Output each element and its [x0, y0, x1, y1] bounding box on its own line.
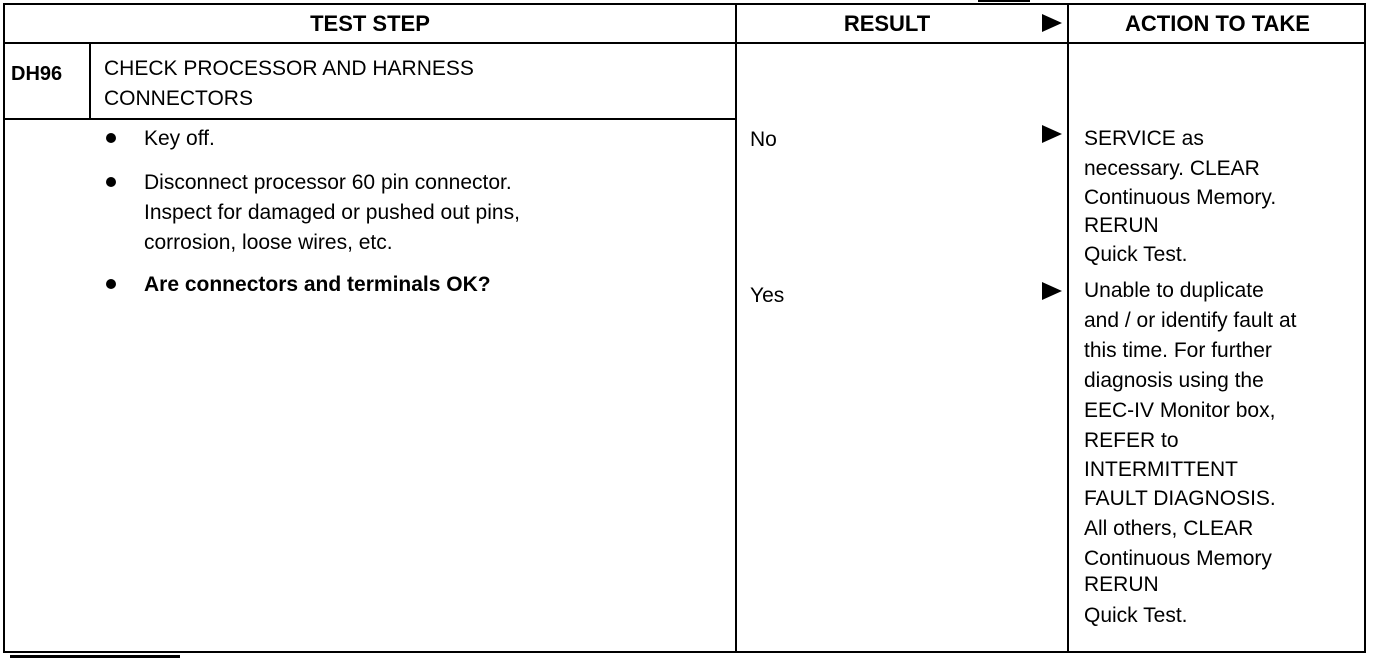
bullet-2-line-3: corrosion, loose wires, etc.: [144, 231, 393, 254]
bullet-icon: [106, 177, 116, 187]
step-title-divider: [3, 118, 737, 120]
action-yes-line-4: diagnosis using the: [1084, 369, 1264, 392]
bullet-1-line-1: Key off.: [144, 127, 215, 150]
header-result: RESULT: [843, 11, 931, 36]
result-yes-label: Yes: [750, 284, 785, 307]
action-no-line-1: SERVICE as: [1084, 127, 1204, 150]
action-yes-line-11: RERUN: [1084, 573, 1159, 596]
step-title-line-2: CONNECTORS: [104, 87, 253, 110]
result-no-arrow-icon: [1042, 125, 1062, 143]
scan-mark-top: [978, 0, 1030, 2]
action-no-line-5: Quick Test.: [1084, 243, 1188, 266]
header-test-step: TEST STEP: [310, 11, 430, 36]
header-action: ACTION TO TAKE: [1125, 11, 1310, 36]
action-yes-line-7: INTERMITTENT: [1084, 458, 1238, 481]
action-yes-line-1: Unable to duplicate: [1084, 279, 1264, 302]
bullet-2-line-1: Disconnect processor 60 pin connector.: [144, 171, 512, 194]
step-code-divider: [89, 43, 91, 119]
action-yes-line-6: REFER to: [1084, 429, 1179, 452]
action-no-line-4: RERUN: [1084, 214, 1159, 237]
bullet-3-line-1: Are connectors and terminals OK?: [144, 273, 491, 296]
column-divider-action: [1067, 3, 1069, 653]
result-yes-arrow-icon: [1042, 282, 1062, 300]
header-arrow-icon: [1042, 14, 1062, 32]
step-code: DH96: [11, 63, 63, 85]
action-yes-line-5: EEC-IV Monitor box,: [1084, 399, 1276, 422]
action-yes-line-3: this time. For further: [1084, 339, 1272, 362]
action-no-line-2: necessary. CLEAR: [1084, 157, 1260, 180]
header-divider: [3, 42, 1366, 44]
action-yes-line-2: and / or identify fault at: [1084, 309, 1297, 332]
action-no-line-3: Continuous Memory.: [1084, 186, 1277, 209]
action-yes-line-8: FAULT DIAGNOSIS.: [1084, 487, 1276, 510]
bullet-icon: [106, 279, 116, 289]
action-yes-line-12: Quick Test.: [1084, 604, 1188, 627]
step-title-line-1: CHECK PROCESSOR AND HARNESS: [104, 57, 474, 80]
bullet-icon: [106, 133, 116, 143]
action-yes-line-10: Continuous Memory: [1084, 547, 1272, 570]
column-divider-result: [735, 3, 737, 653]
result-no-label: No: [750, 128, 777, 151]
action-yes-line-9: All others, CLEAR: [1084, 517, 1254, 540]
bullet-2-line-2: Inspect for damaged or pushed out pins,: [144, 201, 520, 224]
